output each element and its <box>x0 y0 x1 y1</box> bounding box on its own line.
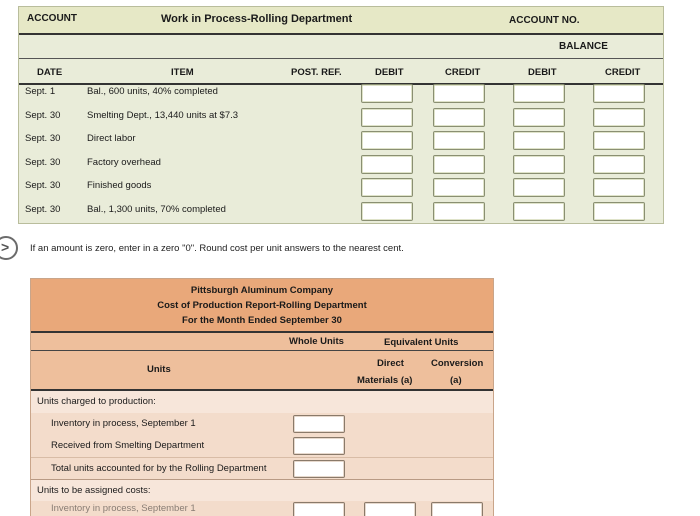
credit-input[interactable] <box>433 178 485 197</box>
report-row-label: Units charged to production: <box>37 396 156 407</box>
direct-materials-label-2: Materials (a) <box>357 375 413 386</box>
ledger-row-item: Finished goods <box>87 180 152 191</box>
debit-input[interactable] <box>361 155 413 174</box>
direct-materials-label: Direct <box>377 358 404 369</box>
cost-of-production-report <box>30 278 494 516</box>
units-label: Units <box>147 364 171 375</box>
report-row-label: Total units accounted for by the Rolling Department <box>51 463 267 474</box>
balance-debit-input[interactable] <box>513 178 565 197</box>
debit-input[interactable] <box>361 178 413 197</box>
report-period: For the Month Ended September 30 <box>182 315 342 326</box>
balance-label: BALANCE <box>559 41 608 52</box>
balance-debit-input[interactable] <box>513 84 565 103</box>
credit-input[interactable] <box>433 155 485 174</box>
ledger-row-date: Sept. 1 <box>25 86 56 97</box>
balance-debit-input[interactable] <box>513 202 565 221</box>
report-header <box>31 279 493 333</box>
ledger-row-item: Smelting Dept., 13,440 units at $7.3 <box>87 109 239 121</box>
debit-input[interactable] <box>361 108 413 127</box>
assigned-inventory-units-input[interactable] <box>293 502 345 516</box>
report-row <box>31 391 493 413</box>
report-company: Pittsburgh Aluminum Company <box>190 285 334 296</box>
balance-debit-input[interactable] <box>513 108 565 127</box>
col-item: ITEM <box>171 67 194 78</box>
assigned-inventory-conversion-input[interactable] <box>431 502 483 516</box>
ledger-row <box>19 199 663 223</box>
balance-credit-input[interactable] <box>593 178 645 197</box>
balance-debit-input[interactable] <box>513 131 565 150</box>
conversion-label-2: (a) <box>450 375 462 386</box>
ledger-row <box>19 152 663 176</box>
report-row <box>31 501 493 516</box>
ledger-row <box>19 81 663 105</box>
ledger-row <box>19 105 663 129</box>
ledger-account <box>18 6 664 224</box>
ledger-row-date: Sept. 30 <box>25 156 61 168</box>
ledger-row-item: Direct labor <box>87 133 136 144</box>
account-label: ACCOUNT <box>27 13 77 24</box>
credit-input[interactable] <box>433 84 485 103</box>
col-post-ref: POST. REF. <box>291 67 342 78</box>
col-debit: DEBIT <box>375 67 404 78</box>
ledger-row-date: Sept. 30 <box>25 109 61 121</box>
assigned-inventory-materials-input[interactable] <box>364 502 416 516</box>
report-row <box>31 413 493 435</box>
report-column-header-bottom <box>31 351 493 391</box>
debit-input[interactable] <box>361 84 413 103</box>
report-row <box>31 435 493 457</box>
report-row-label: Units to be assigned costs: <box>37 485 151 496</box>
ledger-row-item: Bal., 1,300 units, 70% completed <box>87 203 226 215</box>
report-row <box>31 457 493 479</box>
debit-input[interactable] <box>361 202 413 221</box>
col-date: DATE <box>37 67 63 78</box>
balance-credit-input[interactable] <box>593 155 645 174</box>
ledger-row-date: Sept. 30 <box>25 203 61 215</box>
col-credit: CREDIT <box>445 67 481 78</box>
col-balance-credit: CREDIT <box>605 67 641 78</box>
balance-credit-input[interactable] <box>593 131 645 150</box>
report-row-label: Inventory in process, September 1 <box>51 503 196 514</box>
account-name: Work in Process-Rolling Department <box>161 13 353 25</box>
balance-credit-input[interactable] <box>593 202 645 221</box>
report-column-header-top <box>31 333 493 351</box>
account-no-label: ACCOUNT NO. <box>509 15 580 26</box>
balance-debit-input[interactable] <box>513 155 565 174</box>
ledger-row <box>19 128 663 152</box>
report-row-label: Inventory in process, September 1 <box>51 418 196 429</box>
inventory-sept1-units-input[interactable] <box>293 415 345 433</box>
report-row-label: Received from Smelting Department <box>51 440 205 451</box>
conversion-label: Conversion <box>431 358 484 369</box>
balance-header-row <box>19 35 663 59</box>
total-units-accounted-input[interactable] <box>293 460 345 478</box>
instruction-text: If an amount is zero, enter in a zero "0". Round cost per unit answers to the nearest cent. <box>30 243 404 254</box>
ledger-row-item: Factory overhead <box>87 156 161 168</box>
balance-credit-input[interactable] <box>593 108 645 127</box>
credit-input[interactable] <box>433 108 485 127</box>
chevron-right-icon[interactable]: > <box>0 236 18 260</box>
col-balance-debit: DEBIT <box>528 67 557 78</box>
ledger-row-date: Sept. 30 <box>25 180 61 191</box>
received-smelting-units-input[interactable] <box>293 437 345 455</box>
credit-input[interactable] <box>433 202 485 221</box>
ledger-row-date: Sept. 30 <box>25 133 61 144</box>
debit-input[interactable] <box>361 131 413 150</box>
whole-units-label: Whole Units <box>289 336 344 347</box>
ledger-row <box>19 175 663 199</box>
balance-credit-input[interactable] <box>593 84 645 103</box>
equivalent-units-label: Equivalent Units <box>384 337 459 348</box>
report-row <box>31 479 493 501</box>
credit-input[interactable] <box>433 131 485 150</box>
ledger-row-item: Bal., 600 units, 40% completed <box>87 86 218 97</box>
report-title: Cost of Production Report-Rolling Department <box>157 300 367 311</box>
ledger-title-row <box>19 7 663 35</box>
